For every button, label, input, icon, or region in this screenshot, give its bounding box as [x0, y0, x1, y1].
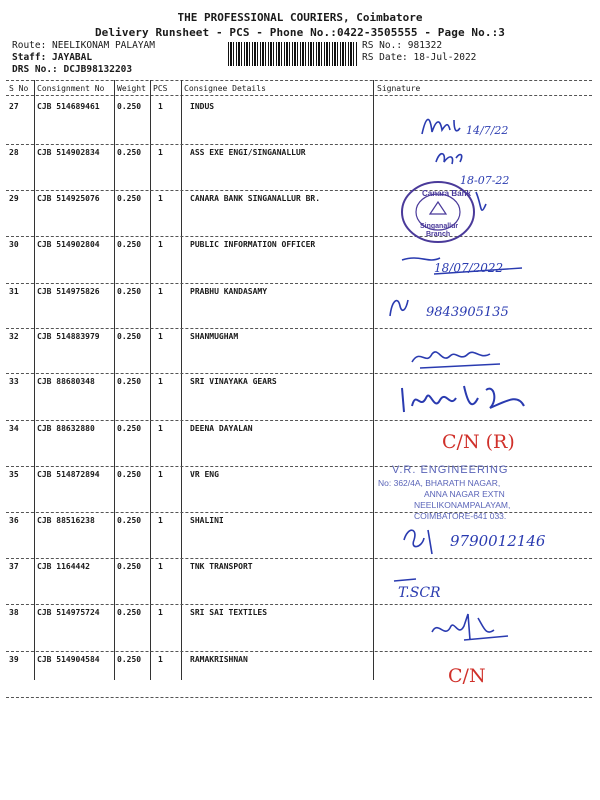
signature-row-27	[420, 112, 530, 146]
cell-cno: CJB 514883979	[37, 332, 100, 341]
cell-sno: 30	[9, 240, 19, 249]
col-divider	[373, 80, 374, 680]
cell-sno: 35	[9, 470, 19, 479]
cell-weight: 0.250	[117, 516, 142, 525]
rs-date-label: RS Date: 18-Jul-2022	[362, 52, 477, 63]
cell-sno: 28	[9, 148, 19, 157]
cell-pcs: 1	[158, 470, 163, 479]
row-divider	[6, 651, 592, 652]
cell-pcs: 1	[158, 287, 163, 296]
cell-pcs: 1	[158, 148, 163, 157]
cell-consignee: RAMAKRISHNAN	[190, 655, 248, 664]
cell-weight: 0.250	[117, 424, 142, 433]
cell-cno: CJB 1164442	[37, 562, 90, 571]
cell-weight: 0.250	[117, 240, 142, 249]
signature-row-36	[400, 520, 595, 564]
cell-consignee: ASS EXE ENGI/SINGANALLUR	[190, 148, 306, 157]
cell-sno: 38	[9, 608, 19, 617]
canara-bank-stamp	[398, 178, 488, 252]
row-divider	[6, 283, 592, 284]
cell-cno: CJB 514902834	[37, 148, 100, 157]
cell-sno: 37	[9, 562, 19, 571]
signature-row-37	[392, 575, 502, 609]
cell-consignee: VR ENG	[190, 470, 219, 479]
row-divider	[6, 236, 592, 237]
cell-sno: 33	[9, 377, 19, 386]
col-divider	[34, 80, 35, 680]
col-header-sno: S No	[9, 84, 29, 93]
cell-cno: CJB 514872894	[37, 470, 100, 479]
col-header-weight: Weight	[117, 84, 146, 93]
signature-row-30	[400, 246, 540, 282]
sig-30-date: 18/07/2022	[434, 261, 504, 275]
note-39-text: C/N	[448, 665, 486, 687]
cell-sno: 36	[9, 516, 19, 525]
sig-31-phone: 9843905135	[426, 305, 509, 320]
signature-row-33	[398, 380, 538, 424]
cell-weight: 0.250	[117, 332, 142, 341]
cell-cno: CJB 88680348	[37, 377, 95, 386]
cell-weight: 0.250	[117, 608, 142, 617]
cell-consignee: PUBLIC INFORMATION OFFICER	[190, 240, 316, 249]
cell-sno: 32	[9, 332, 19, 341]
staff-label: Staff: JAYABAL	[12, 52, 93, 63]
cell-weight: 0.250	[117, 655, 142, 664]
cell-weight: 0.250	[117, 287, 142, 296]
signature-row-31	[386, 290, 556, 330]
barcode	[228, 42, 358, 66]
runsheet-subtitle: Delivery Runsheet - PCS - Phone No.:0422-3505555 - Page No.:3	[94, 26, 506, 39]
cell-cno: CJB 514689461	[37, 102, 100, 111]
cell-cno: CJB 514975724	[37, 608, 100, 617]
stamp-vr-line5: COIMBATORE-641 033.	[414, 511, 507, 521]
cell-consignee: INDUS	[190, 102, 215, 111]
cell-pcs: 1	[158, 424, 163, 433]
col-header-pcs: PCS	[153, 84, 168, 93]
cell-pcs: 1	[158, 655, 163, 664]
stamp-canara-line2: Singanallur	[420, 223, 459, 230]
cell-pcs: 1	[158, 516, 163, 525]
cell-weight: 0.250	[117, 148, 142, 157]
col-divider	[114, 80, 115, 680]
cell-consignee: SRI SAI TEXTILES	[190, 608, 268, 617]
cell-consignee: DEENA DAYALAN	[190, 424, 253, 433]
cell-cno: CJB 514902804	[37, 240, 100, 249]
cell-sno: 29	[9, 194, 19, 203]
cell-cno: CJB 514975826	[37, 287, 100, 296]
sig-28-date: 18-07-22	[460, 174, 510, 187]
row-divider	[6, 697, 592, 698]
header-bottom-line	[6, 95, 592, 96]
drs-label: DRS No.: DCJB98132203	[12, 64, 133, 75]
col-header-signature: Signature	[377, 84, 421, 93]
stamp-vr-line2: No: 362/4A, BHARATH NAGAR,	[378, 478, 501, 488]
cell-consignee: SHALINI	[190, 516, 224, 525]
cell-weight: 0.250	[117, 102, 142, 111]
cell-sno: 27	[9, 102, 19, 111]
cell-consignee: PRABHU KANDASAMY	[190, 287, 268, 296]
cell-pcs: 1	[158, 377, 163, 386]
cell-weight: 0.250	[117, 470, 142, 479]
cell-cno: CJB 88632880	[37, 424, 95, 433]
cell-sno: 39	[9, 655, 19, 664]
cell-pcs: 1	[158, 608, 163, 617]
stamp-vr-line3: ANNA NAGAR EXTN	[424, 489, 505, 499]
cell-consignee: SHANMUGHAM	[190, 332, 239, 341]
cell-pcs: 1	[158, 102, 163, 111]
cell-consignee: SRI VINAYAKA GEARS	[190, 377, 277, 386]
cell-cno: CJB 514925076	[37, 194, 100, 203]
signature-row-38	[428, 610, 538, 650]
col-divider	[181, 80, 182, 680]
runsheet-title: THE PROFESSIONAL COURIERS, Coimbatore	[177, 11, 423, 24]
cell-weight: 0.250	[117, 562, 142, 571]
cell-cno: CJB 88516238	[37, 516, 95, 525]
stamp-canara-line3: Branch	[426, 231, 451, 238]
route-label: Route: NEELIKONAM PALAYAM	[12, 40, 155, 51]
sig-27-date: 14/7/22	[466, 124, 509, 137]
cell-pcs: 1	[158, 562, 163, 571]
stamp-canara-line1: Canara Bank	[422, 189, 471, 198]
note-row-34	[440, 426, 560, 460]
cell-sno: 31	[9, 287, 19, 296]
cell-pcs: 1	[158, 240, 163, 249]
cell-pcs: 1	[158, 194, 163, 203]
cell-weight: 0.250	[117, 194, 142, 203]
sig-36-phone: 9790012146	[450, 532, 546, 550]
row-divider	[6, 604, 592, 605]
col-header-consignee: Consignee Details	[184, 84, 266, 93]
cell-sno: 34	[9, 424, 19, 433]
stamp-vr-line1: V.R. ENGINEERING	[392, 464, 509, 476]
vr-engineering-stamp	[370, 462, 570, 528]
cell-pcs: 1	[158, 332, 163, 341]
note-row-39	[446, 660, 506, 694]
rs-no-label: RS No.: 981322	[362, 40, 443, 51]
note-34-text: C/N (R)	[442, 431, 515, 453]
stamp-vr-line4: NEELIKONAMPALAYAM,	[414, 500, 511, 510]
table-top-line	[6, 80, 592, 81]
signature-row-32	[410, 342, 520, 376]
sig-37-text: T.SCR	[398, 585, 441, 601]
cell-cno: CJB 514904584	[37, 655, 100, 664]
col-header-consignment: Consignment No	[37, 84, 105, 93]
col-divider	[150, 80, 151, 680]
cell-weight: 0.250	[117, 377, 142, 386]
cell-consignee: CANARA BANK SINGANALLUR BR.	[190, 194, 321, 203]
cell-consignee: TNK TRANSPORT	[190, 562, 253, 571]
